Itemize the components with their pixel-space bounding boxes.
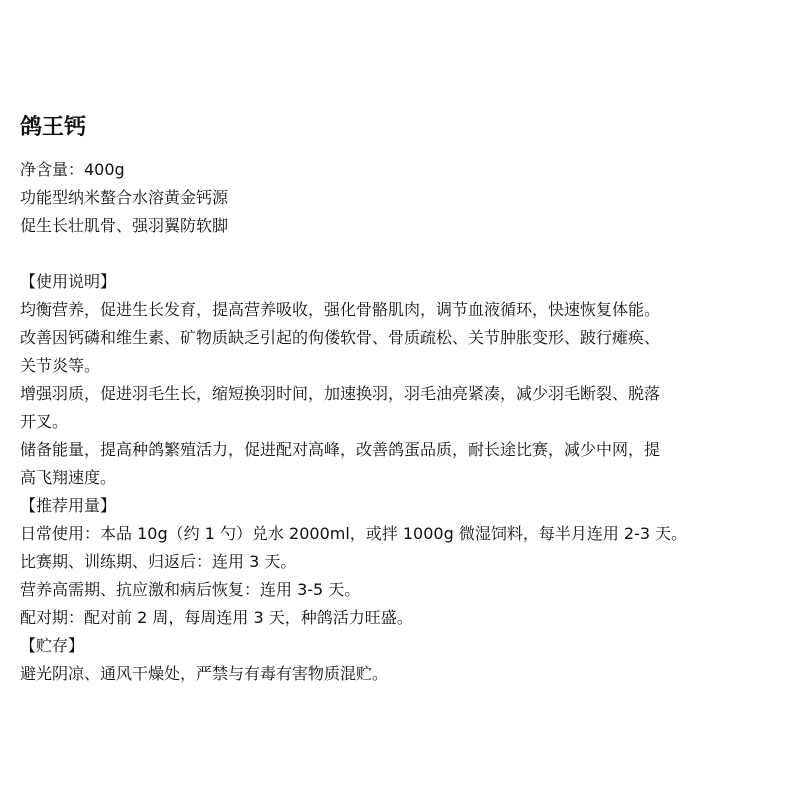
dosage-line: 配对期：配对前 2 周，每周连用 3 天，种鸽活力旺盛。: [20, 608, 413, 627]
net-weight: 净含量：400g: [20, 160, 125, 179]
benefit-summary: 促生长壮肌骨、强羽翼防软脚: [20, 216, 229, 235]
calcium-source: 功能型纳米螯合水溶黄金钙源: [20, 188, 229, 207]
dosage-line: 比赛期、训练期、归返后：连用 3 天。: [20, 552, 297, 571]
usage-paragraph: 改善因钙磷和维生素、矿物质缺乏引起的佝偻软骨、骨质疏松、关节肿胀变形、跛行瘫痪、: [20, 328, 661, 347]
usage-paragraph: 关节炎等。: [20, 356, 101, 375]
intro-section: [20, 156, 788, 240]
usage-paragraph: 均衡营养，促进生长发育，提高营养吸收，强化骨骼肌肉，调节血液循环，快速恢复体能。: [20, 300, 661, 319]
storage-heading: 【贮存】: [20, 636, 85, 655]
dosage-line: 营养高需期、抗应激和病后恢复：连用 3-5 天。: [20, 580, 361, 599]
usage-paragraph: 开叉。: [20, 412, 69, 431]
storage-text: 避光阴凉、通风干燥处，严禁与有毒有害物质混贮。: [20, 664, 389, 683]
dosage-heading: 【推荐用量】: [20, 496, 117, 515]
product-document: [20, 112, 788, 688]
storage-section: [20, 632, 788, 688]
usage-section: [20, 268, 788, 492]
usage-paragraph: 增强羽质，促进羽毛生长，缩短换羽时间，加速换羽，羽毛油亮紧凑，减少羽毛断裂、脱落: [20, 384, 661, 403]
dosage-section: [20, 492, 788, 632]
usage-paragraph: 高飞翔速度。: [20, 468, 117, 487]
spacer: [20, 240, 788, 268]
usage-paragraph: 储备能量，提高种鸽繁殖活力，促进配对高峰，改善鸽蛋品质，耐长途比赛，减少中网，提: [20, 440, 661, 459]
product-title: 鸽王钙: [20, 114, 87, 140]
dosage-line: 日常使用：本品 10g（约 1 勺）兑水 2000ml，或拌 1000g 微湿饲料，每半月连用 2-3 天。: [20, 524, 688, 543]
usage-heading: 【使用说明】: [20, 272, 117, 291]
